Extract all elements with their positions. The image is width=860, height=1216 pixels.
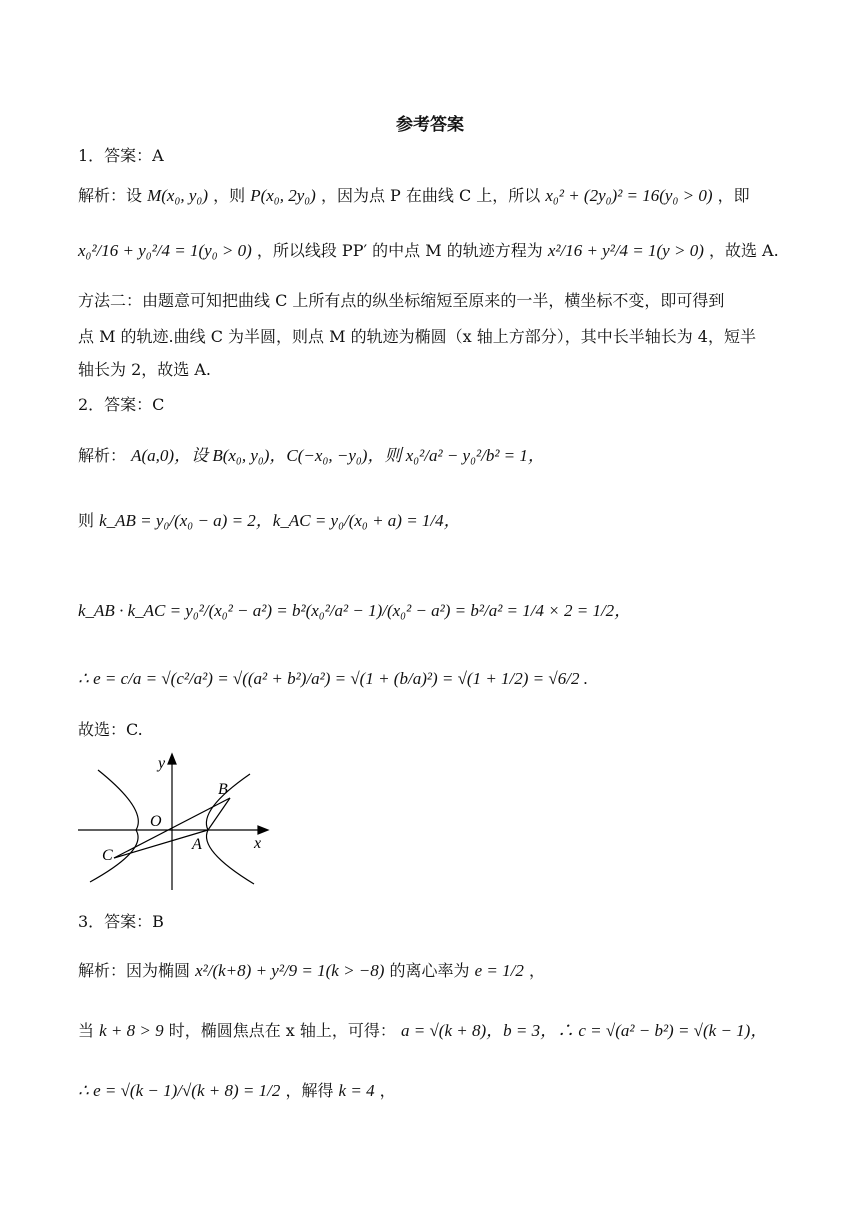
- q1-l1-math2: P(x₀, 2y₀): [250, 186, 316, 205]
- q2-l3-math: k_AB · k_AC = y₀²/(x₀² − a²) = b²(x₀²/a² − 1)/(x₀² − a²) = b²/a² = 1/4 × 2 = 1/2，: [78, 601, 632, 620]
- hyperbola-left-branch: [90, 770, 138, 882]
- q3-analysis-line3: [78, 1080, 396, 1102]
- y-axis-arrow: [168, 754, 176, 764]
- page-title: 参考答案: [396, 115, 464, 135]
- q2-answer: 2．答案：C: [78, 395, 165, 414]
- q2-l1-math: A(a,0)，设 B(x₀, y₀)，C(−x₀, −y₀)，则 x₀²/a² − y₀²/b² = 1，: [131, 446, 545, 465]
- q3-l2-text1: 当: [78, 1021, 95, 1040]
- q3-l3-math2: k = 4: [338, 1081, 375, 1100]
- hyperbola-figure: [78, 750, 278, 899]
- q3-l2-text2: 时，椭圆焦点在 x 轴上，可得：: [168, 1021, 396, 1040]
- q1-l2-text2: ，故选 A.: [708, 241, 779, 260]
- q2-analysis-line1: [78, 445, 545, 467]
- q1-method2-line1: 方法二：由题意可知把曲线 C 上所有点的纵坐标缩短至原来的一半，横坐标不变，即可得到: [78, 291, 725, 310]
- q2-l2-math: k_AB = y₀/(x₀ − a) = 2，k_AC = y₀/(x₀ + a) = 1/4，: [99, 511, 461, 530]
- q3-l1-text: 解析：因为椭圆: [78, 961, 191, 980]
- q2-analysis-line3: [78, 600, 631, 622]
- q3-l3-text2: ，: [379, 1081, 396, 1100]
- label-C: C: [102, 847, 113, 864]
- q3-l1-text3: ，: [528, 961, 545, 980]
- q3-l2-math2: a = √(k + 8)，b = 3，∴ c = √(a² − b²) = √(k − 1)，: [401, 1021, 768, 1040]
- label-B: B: [218, 781, 228, 798]
- q2-conclusion: 故选：C.: [78, 720, 143, 739]
- label-y: y: [158, 755, 166, 772]
- q1-l1-text2: ，则: [213, 186, 246, 205]
- q2-analysis-line4: [78, 668, 588, 690]
- q1-l1-math1: M(x₀, y₀): [147, 186, 209, 205]
- x-axis-arrow: [258, 826, 268, 834]
- q1-l1-math3: x₀² + (2y₀)² = 16(y₀ > 0): [545, 186, 713, 205]
- q1-method2-line2: 点 M 的轨迹.曲线 C 为半圆，则点 M 的轨迹为椭圆（x 轴上方部分），其中长半轴长为 4，短半: [78, 327, 756, 346]
- q3-l3-math: ∴ e = √(k − 1)/√(k + 8) = 1/2: [78, 1081, 281, 1100]
- q3-analysis-line1: [78, 960, 545, 982]
- label-A: A: [192, 836, 202, 853]
- q2-l4-math: ∴ e = c/a = √(c²/a²) = √((a² + b²)/a²) = √(1 + (b/a)²) = √(1 + 1/2) = √6/2 .: [78, 669, 588, 688]
- q3-l2-math1: k + 8 > 9: [99, 1021, 164, 1040]
- q2-analysis-line2: [78, 510, 461, 532]
- q3-l1-math2: e = 1/2: [474, 961, 524, 980]
- hyperbola-diagram: [78, 750, 278, 895]
- q3-answer: 3．答案：B: [78, 912, 164, 931]
- q1-l2-math1: x₀²/16 + y₀²/4 = 1(y₀ > 0): [78, 241, 252, 260]
- q1-answer: 1．答案：A: [78, 146, 164, 165]
- q1-l2-text1: ，所以线段 PP′ 的中点 M 的轨迹方程为: [256, 241, 543, 260]
- q2-l1-text: 解析：: [78, 446, 127, 465]
- hyperbola-right-branch: [206, 774, 254, 884]
- label-O: O: [150, 813, 162, 830]
- q1-analysis-line1: [78, 185, 750, 207]
- line-AB: [208, 798, 230, 830]
- q3-l1-text2: 的离心率为: [389, 961, 470, 980]
- label-x: x: [254, 835, 262, 852]
- q3-analysis-line2: [78, 1020, 767, 1042]
- q1-l2-math2: x²/16 + y²/4 = 1(y > 0): [547, 241, 704, 260]
- q1-l1-text4: ，即: [717, 186, 750, 205]
- q1-l1-text: 解析：设: [78, 186, 143, 205]
- q3-l1-math: x²/(k+8) + y²/9 = 1(k > −8): [195, 961, 385, 980]
- q1-l1-text3: ，因为点 P 在曲线 C 上，所以: [320, 186, 541, 205]
- q2-l2-text: 则: [78, 511, 95, 530]
- q1-method2-line3: 轴长为 2，故选 A.: [78, 360, 211, 379]
- q3-l3-text: ，解得: [285, 1081, 334, 1100]
- q1-analysis-line2: [78, 240, 779, 262]
